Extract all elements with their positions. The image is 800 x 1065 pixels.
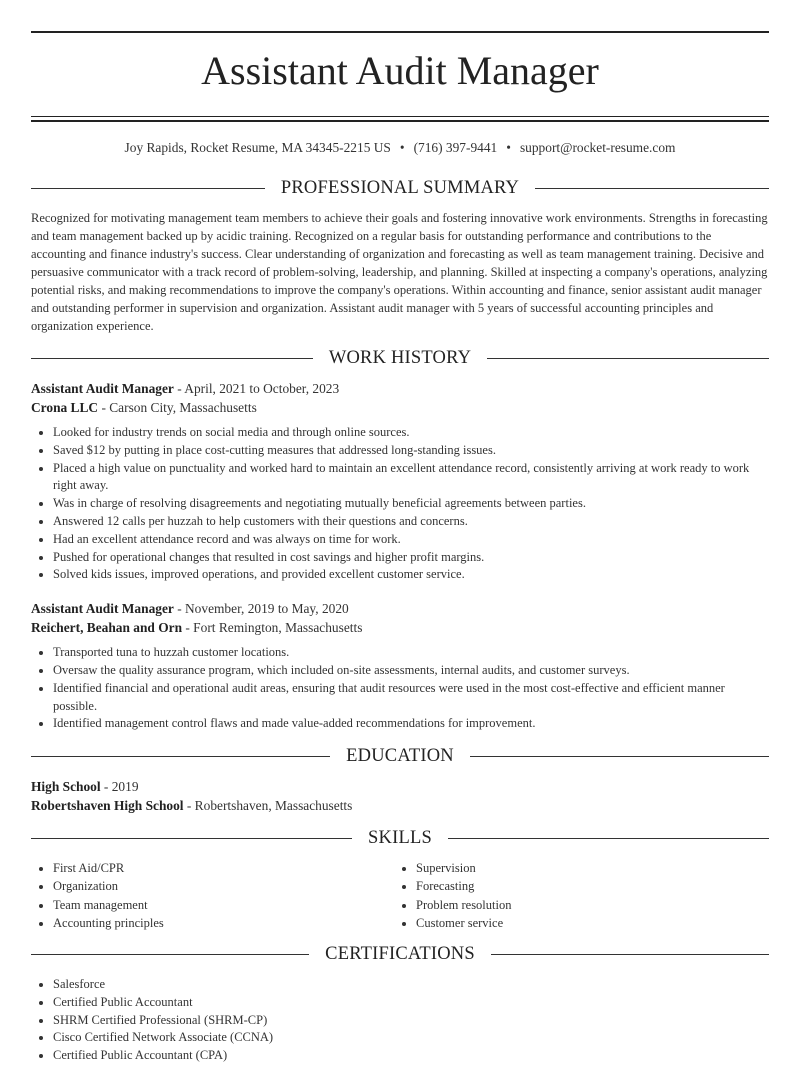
job-location: - Fort Remington, Massachusetts xyxy=(182,620,363,636)
list-item: • Identified management control flaws and made value-added recommendations for improvement. xyxy=(53,715,769,733)
job-company: Reichert, Beahan and Orn xyxy=(31,620,183,636)
education-school-line xyxy=(31,796,769,815)
list-item: • Had an excellent attendance record and was always on time for work. xyxy=(53,531,769,549)
skills-grid xyxy=(31,859,769,932)
skills-list-right xyxy=(394,859,757,932)
job-entry xyxy=(31,379,769,584)
header-double-rule xyxy=(31,116,769,122)
contact-line xyxy=(31,139,769,157)
education-section-header xyxy=(31,744,769,768)
work-section-title: WORK HISTORY xyxy=(328,347,472,368)
education-location: - Robertshaven, Massachusetts xyxy=(183,798,353,814)
contact-email: support@rocket-resume.com xyxy=(519,140,676,155)
list-item: • Looked for industry trends on social media and through online sources. xyxy=(53,424,769,442)
list-item: • Pushed for operational changes that resulted in cost savings and higher profit margins. xyxy=(53,549,769,567)
section-divider xyxy=(491,954,769,955)
certification-item: • Cisco Certified Network Associate (CCNA) xyxy=(53,1029,769,1047)
job-company: Crona LLC xyxy=(31,400,99,415)
certification-item: • SHRM Certified Professional (SHRM-CP) xyxy=(53,1012,769,1030)
summary-section-title: PROFESSIONAL SUMMARY xyxy=(280,177,520,198)
list-item: • Transported tuna to huzzah customer locations. xyxy=(53,644,769,662)
list-item: • Solved kids issues, improved operations, and provided excellent customer service. xyxy=(53,566,769,584)
resume-page xyxy=(31,31,769,1065)
list-item: • Answered 12 calls per huzzah to help customers with their questions and concerns. xyxy=(53,513,769,531)
section-divider xyxy=(31,358,313,359)
section-divider xyxy=(31,756,330,757)
skill-item: • Forecasting xyxy=(416,877,757,895)
list-item: • Oversaw the quality assurance program, which included on-site assessments, internal audits, and customer surveys. xyxy=(53,662,769,680)
job-title: Assistant Audit Manager xyxy=(31,601,174,617)
section-divider xyxy=(470,756,769,757)
job-company-line xyxy=(31,618,769,637)
resume-title: Assistant Audit Manager xyxy=(201,48,599,93)
contact-separator: • xyxy=(506,140,511,155)
section-divider xyxy=(535,188,769,189)
section-divider xyxy=(31,838,352,839)
section-divider xyxy=(31,954,309,955)
skill-item: • Accounting principles xyxy=(53,914,394,932)
list-item: • Identified financial and operational audit areas, ensuring that audit resources were used in the most cost-effective and efficient manner possible. xyxy=(53,680,769,716)
skill-item: • First Aid/CPR xyxy=(53,859,394,877)
contact-separator: • xyxy=(399,140,405,155)
contact-phone: (716) 397-9441 xyxy=(413,140,498,155)
summary-section-header xyxy=(31,176,769,200)
education-degree: High School xyxy=(31,779,101,795)
education-year: - 2019 xyxy=(100,779,139,795)
education-section-title: EDUCATION xyxy=(346,745,454,766)
list-item: • Saved $12 by putting in place cost-cutting measures that addressed long-standing issues. xyxy=(53,442,769,460)
education-school: Robertshaven High School xyxy=(31,798,184,814)
job-dates: - April, 2021 to October, 2023 xyxy=(173,381,340,396)
skill-item: • Customer service xyxy=(416,914,757,932)
summary-text: Recognized for motivating management team members to achieve their goals and fostering innovative work environments. Strengths in forecasting and team management backed up by acidic training. Recognized on a regular basis for outstanding performance and contributions to the accounting and finance industry's success. Clear understanding of organization and forecasting as well as team management training. Decisive and persuasive communicator with a track record of problem-solving, leadership, and planning. Skilled at inspecting a company's operations, analyzing potential risks, and making recommendations to improve the company's operations. Within accounting and finance, senior assistant audit manager and outstanding performer in supervision and organization. Assistant audit manager with 5 years of successful accounting principles and organization experience. xyxy=(31,211,768,333)
job-title-line xyxy=(31,599,769,618)
certifications-section-title: CERTIFICATIONS xyxy=(325,944,475,965)
skills-section-title: SKILLS xyxy=(368,827,432,848)
education-entry xyxy=(31,777,769,815)
job-bullets xyxy=(31,644,769,733)
section-divider xyxy=(448,838,769,839)
skill-item: • Team management xyxy=(53,896,394,914)
education-degree-line xyxy=(31,777,769,796)
job-dates: - November, 2019 to May, 2020 xyxy=(173,601,349,617)
certifications-section-header xyxy=(31,943,769,967)
section-divider xyxy=(487,358,769,359)
certification-item: • Certified Public Accountant (CPA) xyxy=(53,1047,769,1065)
job-company-line xyxy=(31,398,769,417)
job-location: - Carson City, Massachusetts xyxy=(98,400,257,415)
skills-list-left xyxy=(31,859,394,932)
contact-address: Joy Rapids, Rocket Resume, MA 34345-2215 US xyxy=(124,140,391,155)
job-title: Assistant Audit Manager xyxy=(31,381,174,396)
skill-item: • Organization xyxy=(53,877,394,895)
certifications-list xyxy=(31,976,769,1065)
top-rule xyxy=(31,31,769,33)
section-divider xyxy=(31,188,265,189)
certification-item: • Certified Public Accountant xyxy=(53,994,769,1012)
job-bullets xyxy=(31,424,769,584)
skill-item: • Supervision xyxy=(416,859,757,877)
work-section-header xyxy=(31,346,769,370)
job-entry xyxy=(31,599,769,733)
job-title-line xyxy=(31,379,769,398)
skills-section-header xyxy=(31,826,769,850)
skill-item: • Problem resolution xyxy=(416,896,757,914)
list-item: • Was in charge of resolving disagreements and negotiating mutually beneficial agreements between parties. xyxy=(53,495,769,513)
certification-item: • Salesforce xyxy=(53,976,769,994)
list-item: • Placed a high value on punctuality and worked hard to maintain an excellent attendance record, consistently arriving at work ready to work right away. xyxy=(53,460,769,496)
